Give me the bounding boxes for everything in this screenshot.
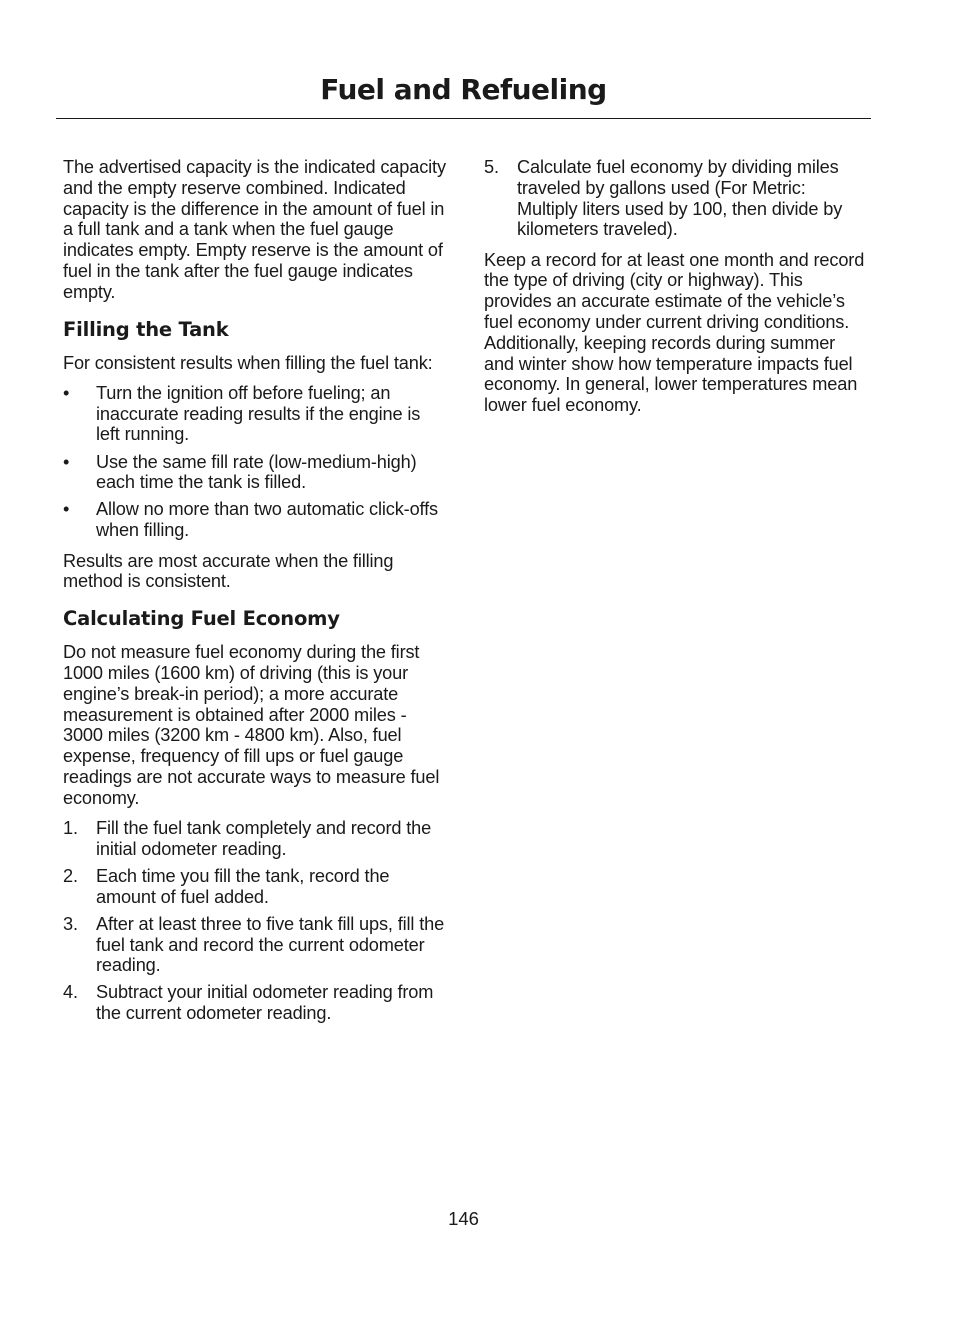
- list-item: [484, 157, 868, 240]
- bullet-marker: •: [63, 451, 70, 472]
- step-number: 5.: [484, 157, 499, 177]
- page-number: 146: [448, 1208, 479, 1229]
- list-item: [63, 818, 447, 860]
- filling-bullet-list: [63, 383, 447, 541]
- list-item-text: Allow no more than two automatic click-offs when filling.: [96, 499, 438, 541]
- section-heading-filling: Filling the Tank: [63, 317, 229, 341]
- step-number: 4.: [63, 982, 78, 1003]
- list-item: [63, 499, 447, 541]
- calculating-lead: Do not measure fuel economy during the first 1000 miles (1600 km) of driving (this is your engine’s break-in period); a more accurate measurement is obtained after 2000 miles - 3000 miles (3200 km - 4800 km). Also, fuel expense, frequency of fill ups or fuel gauge readings are not accurate ways to measure fuel economy.: [63, 642, 440, 808]
- list-item-text: Use the same fill rate (low-medium-high) each time the tank is filled.: [96, 451, 417, 493]
- calculating-steps-list-continued: [484, 157, 868, 240]
- bullet-marker: •: [63, 499, 70, 520]
- list-item: [63, 866, 447, 908]
- left-column: [63, 157, 447, 1034]
- list-item-text: Turn the ignition off before fueling; an inaccurate reading results if the engine is left running.: [96, 382, 421, 445]
- step-number: 1.: [63, 818, 78, 839]
- list-item: [63, 982, 447, 1024]
- step-number: 3.: [63, 913, 78, 934]
- list-item-text: Subtract your initial odometer reading from the current odometer reading.: [96, 982, 434, 1024]
- list-item-text: After at least three to five tank fill ups, fill the fuel tank and record the current odometer reading.: [96, 913, 445, 976]
- page-title: Fuel and Refueling: [320, 73, 607, 106]
- section-heading-calculating: Calculating Fuel Economy: [63, 607, 340, 631]
- record-paragraph: Keep a record for at least one month and record the type of driving (city or highway). This provides an accurate estimate of the vehicle’s fuel economy under current driving conditions. Additionally, keeping records during summer and winter show how temperature impacts fuel economy. In general, lower temperatures mean lower fuel economy.: [484, 249, 865, 416]
- list-item-text: Calculate fuel economy by dividing miles traveled by gallons used (For Metric: Multiply liters used by 100, then divide by kilometers traveled).: [517, 157, 843, 240]
- list-item-text: Each time you fill the tank, record the amount of fuel added.: [96, 865, 390, 907]
- list-item-text: Fill the fuel tank completely and record the initial odometer reading.: [96, 818, 432, 859]
- right-column: [484, 157, 868, 426]
- list-item: [63, 383, 447, 445]
- calculating-steps-list: [63, 818, 447, 1024]
- bullet-marker: •: [63, 382, 70, 403]
- title-divider: [56, 118, 871, 119]
- list-item: [63, 914, 447, 976]
- step-number: 2.: [63, 865, 78, 886]
- filling-lead: For consistent results when filling the fuel tank:: [63, 352, 433, 373]
- list-item: [63, 452, 447, 494]
- intro-paragraph: The advertised capacity is the indicated capacity and the empty reserve combined. Indicated capacity is the difference in the amount of fuel in a full tank and a tank when the fuel gauge indicates empty. Empty reserve is the amount of fuel in the tank after the fuel gauge indicates empty.: [63, 157, 446, 302]
- filling-outro: Results are most accurate when the filling method is consistent.: [63, 550, 394, 592]
